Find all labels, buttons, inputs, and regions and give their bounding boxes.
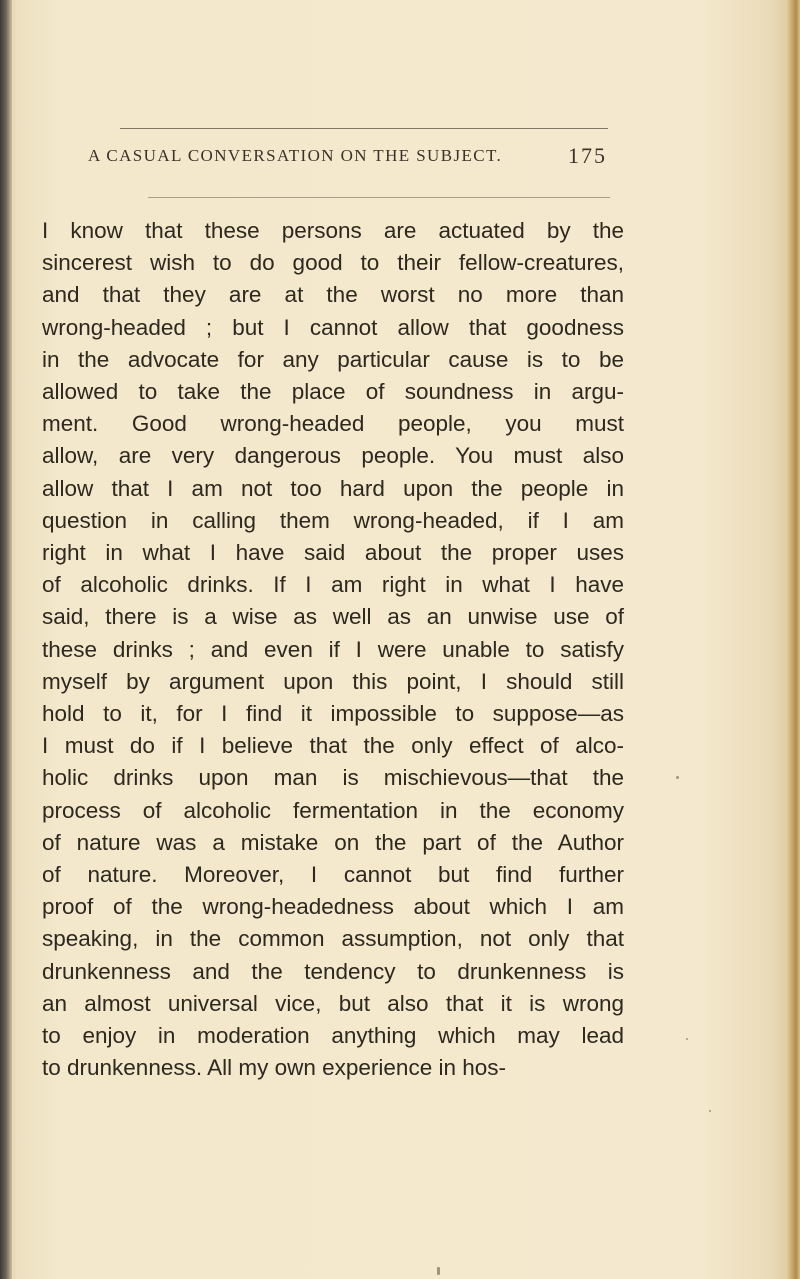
text-line: ment. Good wrong-headed people, you must	[42, 411, 624, 437]
text-line: holic drinks upon man is mischievous—that the	[42, 765, 624, 791]
text-line: process of alcoholic fermentation in the economy	[42, 797, 624, 823]
text-line: of nature. Moreover, I cannot but find further	[42, 862, 624, 888]
text-line: and that they are at the worst no more than	[42, 282, 624, 308]
text-line: of nature was a mistake on the part of the Author	[42, 829, 624, 855]
text-line: I know that these persons are actuated by the	[42, 218, 624, 243]
text-line: drunkenness and the tendency to drunkenness is	[42, 958, 624, 984]
paper-speck	[437, 1267, 440, 1275]
text-line: in the advocate for any particular cause is to be	[42, 346, 624, 372]
text-line: sincerest wish to do good to their fellow-creatures,	[42, 250, 624, 276]
text-line: of alcoholic drinks. If I am right in what I have	[42, 572, 624, 598]
text-line: speaking, in the common assumption, not only that	[42, 926, 624, 952]
text-line: proof of the wrong-headedness about which I am	[42, 894, 624, 920]
text-line: question in calling them wrong-headed, if I am	[42, 507, 624, 533]
binding-edge	[0, 0, 12, 1279]
text-line: myself by argument upon this point, I should still	[42, 668, 624, 694]
text-line: these drinks ; and even if I were unable to satisfy	[42, 636, 624, 662]
text-line: allow, are very dangerous people. You must also	[42, 443, 624, 469]
header-underline	[148, 197, 610, 198]
text-line: allow that I am not too hard upon the people in	[42, 475, 624, 501]
text-line: allowed to take the place of soundness in argu-	[42, 379, 624, 405]
paper-speck	[709, 1110, 711, 1112]
text-line: hold to it, for I find it impossible to suppose—as	[42, 701, 624, 727]
text-line: to enjoy in moderation anything which may lead	[42, 1023, 624, 1049]
paper-speck	[676, 776, 679, 779]
text-line: I must do if I believe that the only effect of alco-	[42, 733, 624, 759]
page-number: 175	[568, 143, 607, 168]
text-line: wrong-headed ; but I cannot allow that goodness	[42, 314, 624, 340]
body-paragraph	[42, 215, 624, 1084]
page-edge	[786, 0, 800, 1279]
running-head	[88, 143, 648, 170]
header-rule	[120, 128, 608, 129]
text-line: said, there is a wise as well as an unwise use of	[42, 604, 624, 630]
text-line: to drunkenness. All my own experience in hos-	[42, 1055, 506, 1081]
running-head-title: A CASUAL CONVERSATION ON THE SUBJECT.	[88, 146, 503, 165]
text-line: right in what I have said about the proper uses	[42, 540, 624, 566]
text-line: an almost universal vice, but also that it is wrong	[42, 990, 624, 1016]
paper-speck	[686, 1038, 688, 1040]
